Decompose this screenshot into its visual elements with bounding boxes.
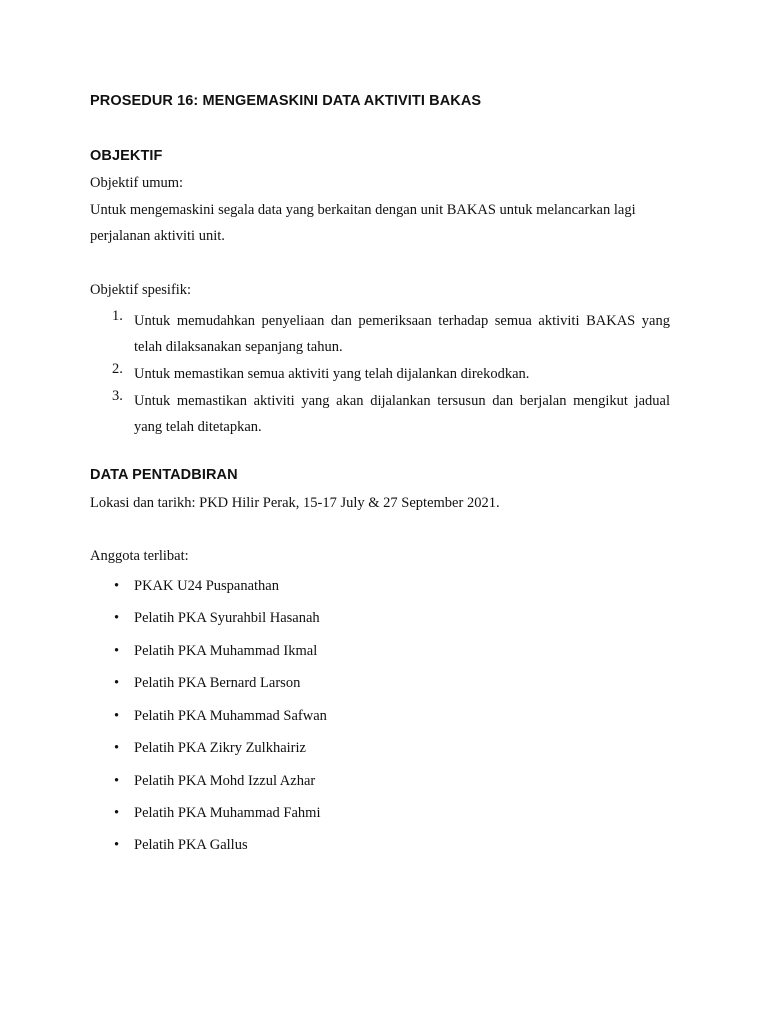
- list-text: Untuk memastikan aktiviti yang akan dijalankan tersusun dan berjalan mengikut jadual yang telah ditetapkan.: [134, 393, 670, 435]
- member-name: Pelatih PKA Gallus: [134, 837, 248, 853]
- member-name: Pelatih PKA Muhammad Safwan: [134, 708, 327, 724]
- member-name: Pelatih PKA Zikry Zulkhairiz: [134, 740, 306, 756]
- objektif-umum-line-2: perjalanan aktiviti unit.: [90, 228, 225, 244]
- bullet-icon: •: [114, 675, 120, 691]
- list-text: Untuk memastikan semua aktiviti yang telah dijalankan direkodkan.: [134, 366, 530, 382]
- bullet-icon: •: [114, 773, 120, 789]
- member-name: Pelatih PKA Mohd Izzul Azhar: [134, 773, 316, 789]
- lokasi-tarikh: Lokasi dan tarikh: PKD Hilir Perak, 15-17 July & 27 September 2021.: [90, 495, 500, 511]
- list-number: 2.: [112, 361, 123, 377]
- list-number: 3.: [112, 388, 123, 404]
- member-name: Pelatih PKA Muhammad Ikmal: [134, 643, 318, 659]
- objektif-umum-label: Objektif umum:: [90, 175, 184, 191]
- bullet-icon: •: [114, 805, 120, 821]
- bullet-icon: •: [114, 578, 120, 594]
- list-text: Untuk memudahkan penyeliaan dan pemeriksaan terhadap semua aktiviti BAKAS yang telah dilaksanakan sepanjang tahun.: [134, 313, 670, 355]
- list-number: 1.: [112, 308, 123, 324]
- bullet-icon: •: [114, 610, 120, 626]
- bullet-icon: •: [114, 740, 120, 756]
- anggota-label: Anggota terlibat:: [90, 548, 189, 564]
- bullet-icon: •: [114, 837, 120, 853]
- member-name: Pelatih PKA Bernard Larson: [134, 675, 301, 691]
- objektif-umum-line-1: Untuk mengemaskini segala data yang berkaitan dengan unit BAKAS untuk melancarkan lagi: [90, 202, 636, 218]
- member-name: PKAK U24 Puspanathan: [134, 578, 279, 594]
- bullet-icon: •: [114, 708, 120, 724]
- document-title: PROSEDUR 16: MENGEMASKINI DATA AKTIVITI BAKAS: [90, 93, 482, 109]
- bullet-icon: •: [114, 643, 120, 659]
- objektif-heading: OBJEKTIF: [90, 148, 163, 164]
- member-name: Pelatih PKA Syurahbil Hasanah: [134, 610, 320, 626]
- objektif-spesifik-label: Objektif spesifik:: [90, 282, 192, 298]
- member-name: Pelatih PKA Muhammad Fahmi: [134, 805, 321, 821]
- pentadbiran-heading: DATA PENTADBIRAN: [90, 467, 238, 483]
